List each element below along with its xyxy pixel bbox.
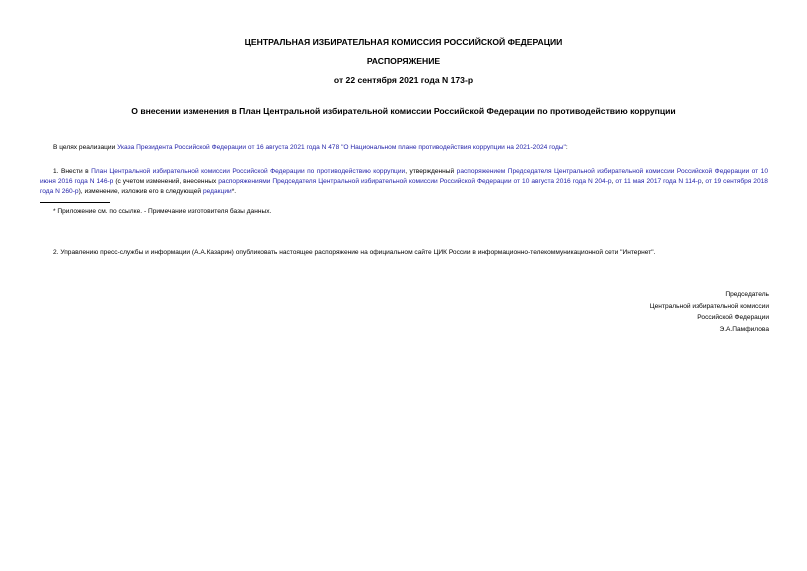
order-204-link[interactable]: распоряжениями Председателя Центральной избирательной комиссии Российской Федерации от 10 августа 2016 года N 204-р bbox=[218, 178, 612, 185]
signatory-position: Председатель bbox=[725, 291, 769, 298]
issuing-authority: ЦЕНТРАЛЬНАЯ ИЗБИРАТЕЛЬНАЯ КОМИССИЯ РОССИЙСКОЙ ФЕДЕРАЦИИ bbox=[244, 37, 563, 47]
order-146-link[interactable]: распоряжением Председателя Центральной избирательной комиссии Российской Федерации от 10 июня 2016 года N 146-р bbox=[40, 168, 768, 185]
item-1-text-5: , bbox=[701, 178, 706, 185]
signature-block bbox=[650, 289, 769, 335]
item-1-text-3: (с учетом изменений, внесенных bbox=[113, 178, 219, 185]
intro-suffix: : bbox=[565, 144, 568, 151]
intro-paragraph bbox=[40, 143, 768, 153]
anticorruption-plan-link[interactable]: План Центральной избирательной комиссии Российской Федерации по противодействию коррупции bbox=[91, 168, 406, 175]
signatory-name: Э.А.Памфилова bbox=[719, 325, 769, 333]
document-date: от 22 сентября 2021 года N 173-р bbox=[333, 75, 474, 85]
item-1-text-6: ), изменение, изложив его в следующей bbox=[78, 188, 203, 195]
intro-prefix: В целях реализации bbox=[53, 144, 118, 151]
signatory-organization: Центральной избирательной комиссии bbox=[649, 302, 769, 310]
item-1-text-4: , bbox=[611, 178, 616, 185]
order-260-link[interactable]: от 19 сентября 2018 года N 260-р bbox=[40, 178, 768, 195]
presidential-decree-link[interactable]: Указа Президента Российской Федерации от 16 августа 2021 года N 478 "О Национальном плане противодействия коррупции на 2021-2024 годы" bbox=[117, 144, 566, 151]
document-title: О внесении изменения в План Центральной избирательной комиссии Российской Федерации по противодействию коррупции bbox=[131, 106, 676, 116]
item-1-text-1: 1. Внести в bbox=[53, 168, 92, 175]
document-type: РАСПОРЯЖЕНИЕ bbox=[366, 56, 441, 66]
footnote-divider bbox=[40, 202, 110, 203]
item-1-paragraph bbox=[40, 167, 768, 197]
item-1-text-7: *. bbox=[231, 188, 237, 195]
item-1-text-2: , утвержденный bbox=[405, 168, 457, 175]
item-2-paragraph: 2. Управлению пресс-службы и информации (А.А.Казарин) опубликовать настоящее распоряжение на официальном сайте ЦИК России в информационно-телекоммуникационной сети "Интернет". bbox=[53, 249, 656, 256]
edition-link[interactable]: редакции bbox=[202, 188, 232, 195]
order-114-link[interactable]: от 11 мая 2017 года N 114-р bbox=[615, 178, 702, 185]
signatory-country: Российской Федерации bbox=[697, 314, 769, 321]
footnote-text: * Приложение см. по ссылке. - Примечание изготовителя базы данных. bbox=[53, 208, 272, 215]
